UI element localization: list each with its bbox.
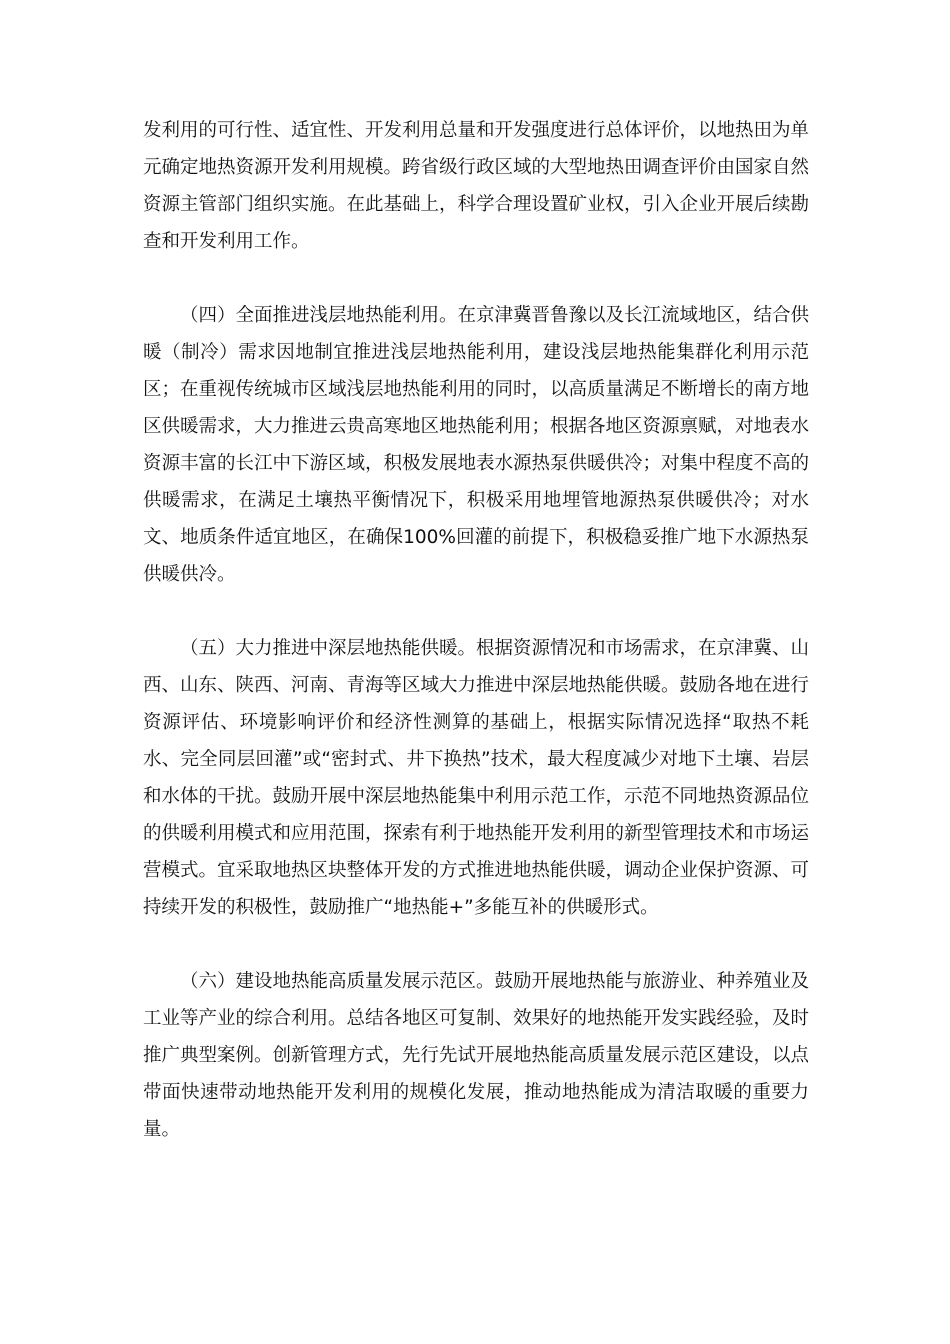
paragraph-spacer — [143, 260, 809, 297]
paragraph-section-5: （五）大力推进中深层地热能供暖。根据资源情况和市场需求，在京津冀、山西、山东、陕西、河南、青海等区域大力推进中深层地热能供暖。鼓励各地在进行资源评估、环境影响评价和经济性测算的基础上，根据实际情况选择“取热不耗水、完全同层回灌”或“密封式、井下换热”技术，最大程度减少对地下土壤、岩层和水体的干扰。鼓励开展中深层地热能集中利用示范工作，示范不同地热资源品位的供暖利用模式和应用范围，探索有利于地热能开发利用的新型管理技术和市场运营模式。宜采取地热区块整体开发的方式推进地热能供暖，调动企业保护资源、可持续开发的积极性，鼓励推广“地热能+”多能互补的供暖形式。 — [143, 638, 810, 918]
document-body — [143, 112, 809, 1148]
paragraph-spacer — [143, 593, 809, 630]
paragraph-section-6: （六）建设地热能高质量发展示范区。鼓励开展地热能与旅游业、种养殖业及工业等产业的综合利用。总结各地区可复制、效果好的地热能开发实践经验，及时推广典型案例。创新管理方式，先行先试开展地热能高质量发展示范区建设，以点带面快速带动地热能开发利用的规模化发展，推动地热能成为清洁取暖的重要力量。 — [143, 971, 810, 1140]
paragraph-spacer — [143, 926, 809, 963]
paragraph-continuation: 发利用的可行性、适宜性、开发利用总量和开发强度进行总体评价，以地热田为单元确定地热资源开发利用规模。跨省级行政区域的大型地热田调查评价由国家自然资源主管部门组织实施。在此基础上，科学合理设置矿业权，引入企业开展后续勘查和开发利用工作。 — [143, 120, 810, 252]
paragraph-section-4: （四）全面推进浅层地热能利用。在京津冀晋鲁豫以及长江流域地区，结合供暖（制冷）需求因地制宜推进浅层地热能利用，建设浅层地热能集群化利用示范区；在重视传统城市区域浅层地热能利用的同时，以高质量满足不断增长的南方地区供暖需求，大力推进云贵高寒地区地热能利用；根据各地区资源禀赋，对地表水资源丰富的长江中下游区域，积极发展地表水源热泵供暖供冷；对集中程度不高的供暖需求，在满足土壤热平衡情况下，积极采用地埋管地源热泵供暖供冷；对水文、地质条件适宜地区，在确保100%回灌的前提下，积极稳妥推广地下水源热泵供暖供冷。 — [143, 305, 810, 585]
